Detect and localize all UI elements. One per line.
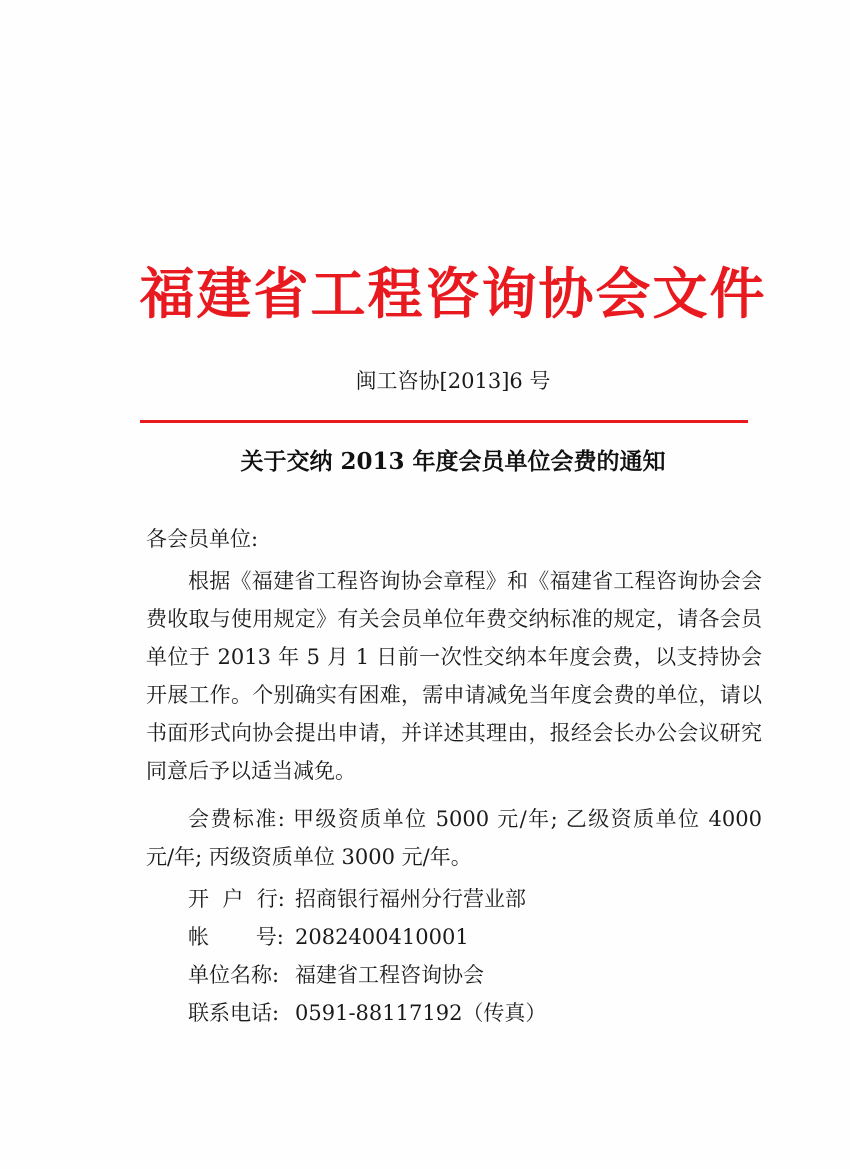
info-value: 0591-88117192（传真） bbox=[295, 1001, 547, 1025]
document-number: 闽工咨协[2013]6 号 bbox=[355, 369, 551, 393]
info-row-phone bbox=[188, 994, 546, 1032]
notice-paragraph-main: 根据《福建省工程咨询协会章程》和《福建省工程咨询协会会费收取与使用规定》有关会员单位年费交纳标准的规定，请各会员单位于 2013 年 5 月 1 日前一次性交纳本年度会费，以支持协会开展工作。个别确实有困难，需申请减免当年度会费的单位，请以书面形式向协会提出申请，并详述其理由，报经会长办公会议研究同意后予以适当减免。 bbox=[146, 569, 762, 783]
fee-standard-paragraph: 会费标准: 甲级资质单位 5000 元/年; 乙级资质单位 4000 元/年; 丙级资质单位 3000 元/年。 bbox=[146, 807, 762, 869]
info-value: 福建省工程咨询协会 bbox=[295, 963, 484, 987]
info-label: 开 户 行: bbox=[188, 887, 285, 911]
org-file-title: 福建省工程咨询协会文件 bbox=[139, 261, 767, 326]
info-value: 2082400410001 bbox=[295, 925, 469, 949]
info-row-bank bbox=[188, 880, 546, 918]
salutation: 各会员单位: bbox=[146, 527, 259, 551]
red-divider-line bbox=[140, 420, 748, 423]
info-row-account bbox=[188, 918, 546, 956]
account-info-block bbox=[188, 880, 546, 1032]
info-label: 帐 号: bbox=[188, 925, 284, 949]
info-label: 单位名称: bbox=[188, 963, 280, 987]
notice-title: 关于交纳 2013 年度会员单位会费的通知 bbox=[240, 448, 666, 475]
info-value: 招商银行福州分行营业部 bbox=[295, 887, 526, 911]
info-row-unit-name bbox=[188, 956, 546, 994]
info-label: 联系电话: bbox=[188, 1001, 280, 1025]
